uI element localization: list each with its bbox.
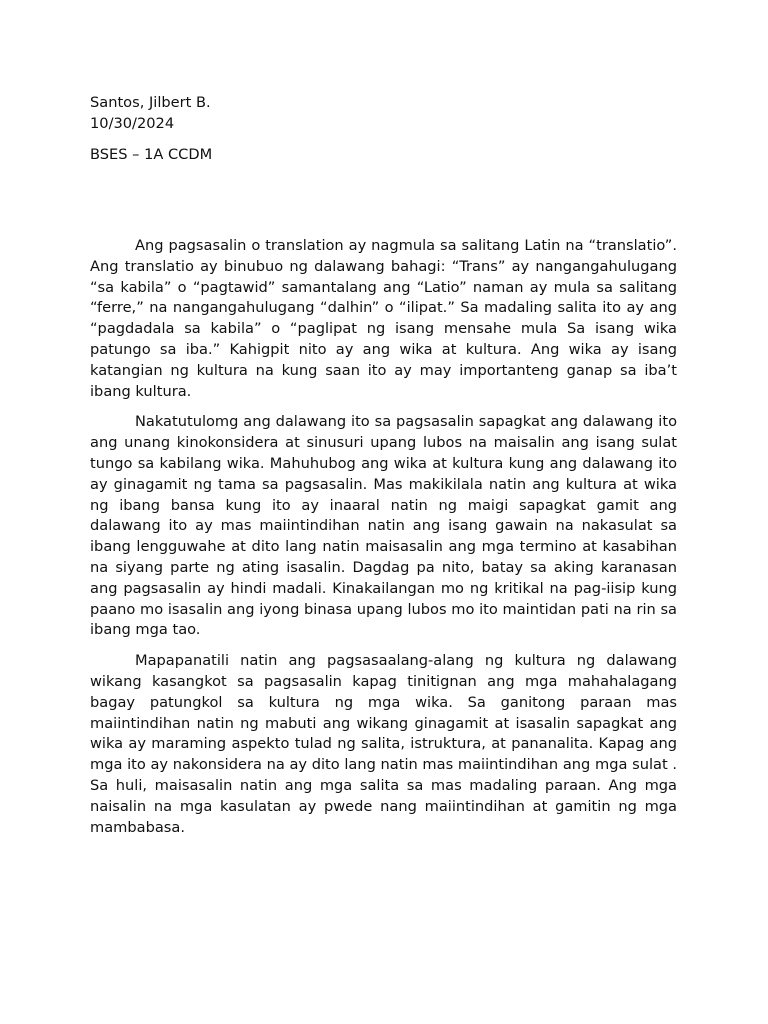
paragraph-1: Ang pagsasalin o translation ay nagmula sa salitang Latin na “translatio”. Ang translatio ay binubuo ng dalawang bahagi: “Trans” ay nangangahulugang “sa kabila” o “pagtawid” samantalang ang “Latio” naman ay mula sa salitang “ferre,” na nangangahulugang “dalhin” o “ilipat.” Sa madaling salita ito ay ang “pagdadala sa kabila” o “paglipat ng isang mensahe mula Sa isang wika patungo sa iba.” Kahigpit nito ay ang wika at kultura. Ang wika ay isang katangian ng kultura na kung saan ito ay may importanteng ganap sa iba’t ibang kultura. [90, 237, 677, 400]
author-name: Santos, Jilbert B. [90, 94, 211, 111]
document-header [90, 92, 690, 165]
course-section: BSES – 1A CCDM [90, 146, 213, 163]
paragraph-2: Nakatutulomg ang dalawang ito sa pagsasalin sapagkat ang dalawang ito ang unang kinokonsidera at sinusuri upang lubos na maisalin ang isang sulat tungo sa kabilang wika. Mahuhubog ang wika at kultura kung ang dalawang ito ay ginagamit ng tama sa pagsasalin. Mas makikilala natin ang kultura at wika ng ibang bansa kung ito ay inaaral natin ng maigi sapagkat gamit ang dalawang ito ay mas maiintindihan natin ang isang gawain na nakasulat sa ibang lengguwahe at dito lang natin maisasalin ang mga termino at kasabihan na siyang parte ng ating isasalin. Dagdag pa nito, batay sa aking karanasan ang pagsasalin ay hindi madali. Kinakailangan mo ng kritikal na pag-iisip kung paano mo isasalin ang iyong binasa upang lubos mo ito maintidan pati na rin sa ibang mga tao. [90, 413, 677, 639]
document-date: 10/30/2024 [90, 115, 175, 132]
paragraph-3: Mapapanatili natin ang pagsasaalang-alang ng kultura ng dalawang wikang kasangkot sa pagsasalin kapag tinitignan ang mga mahahalagang bagay patungkol sa kultura ng mga wika. Sa ganitong paraan mas maiintindihan natin ng mabuti ang wikang ginagamit at isasalin sapagkat ang wika ay maraming aspekto tulad ng salita, istruktura, at pananalita. Kapag ang mga ito ay nakonsidera na ay dito lang natin mas maiintindihan ang mga sulat . Sa huli, maisasalin natin ang mga salita sa mas madaling paraan. Ang mga naisalin na mga kasulatan ay pwede nang maiintindihan at gamitin ng mga mambabasa. [90, 652, 677, 836]
document-body [90, 236, 677, 848]
